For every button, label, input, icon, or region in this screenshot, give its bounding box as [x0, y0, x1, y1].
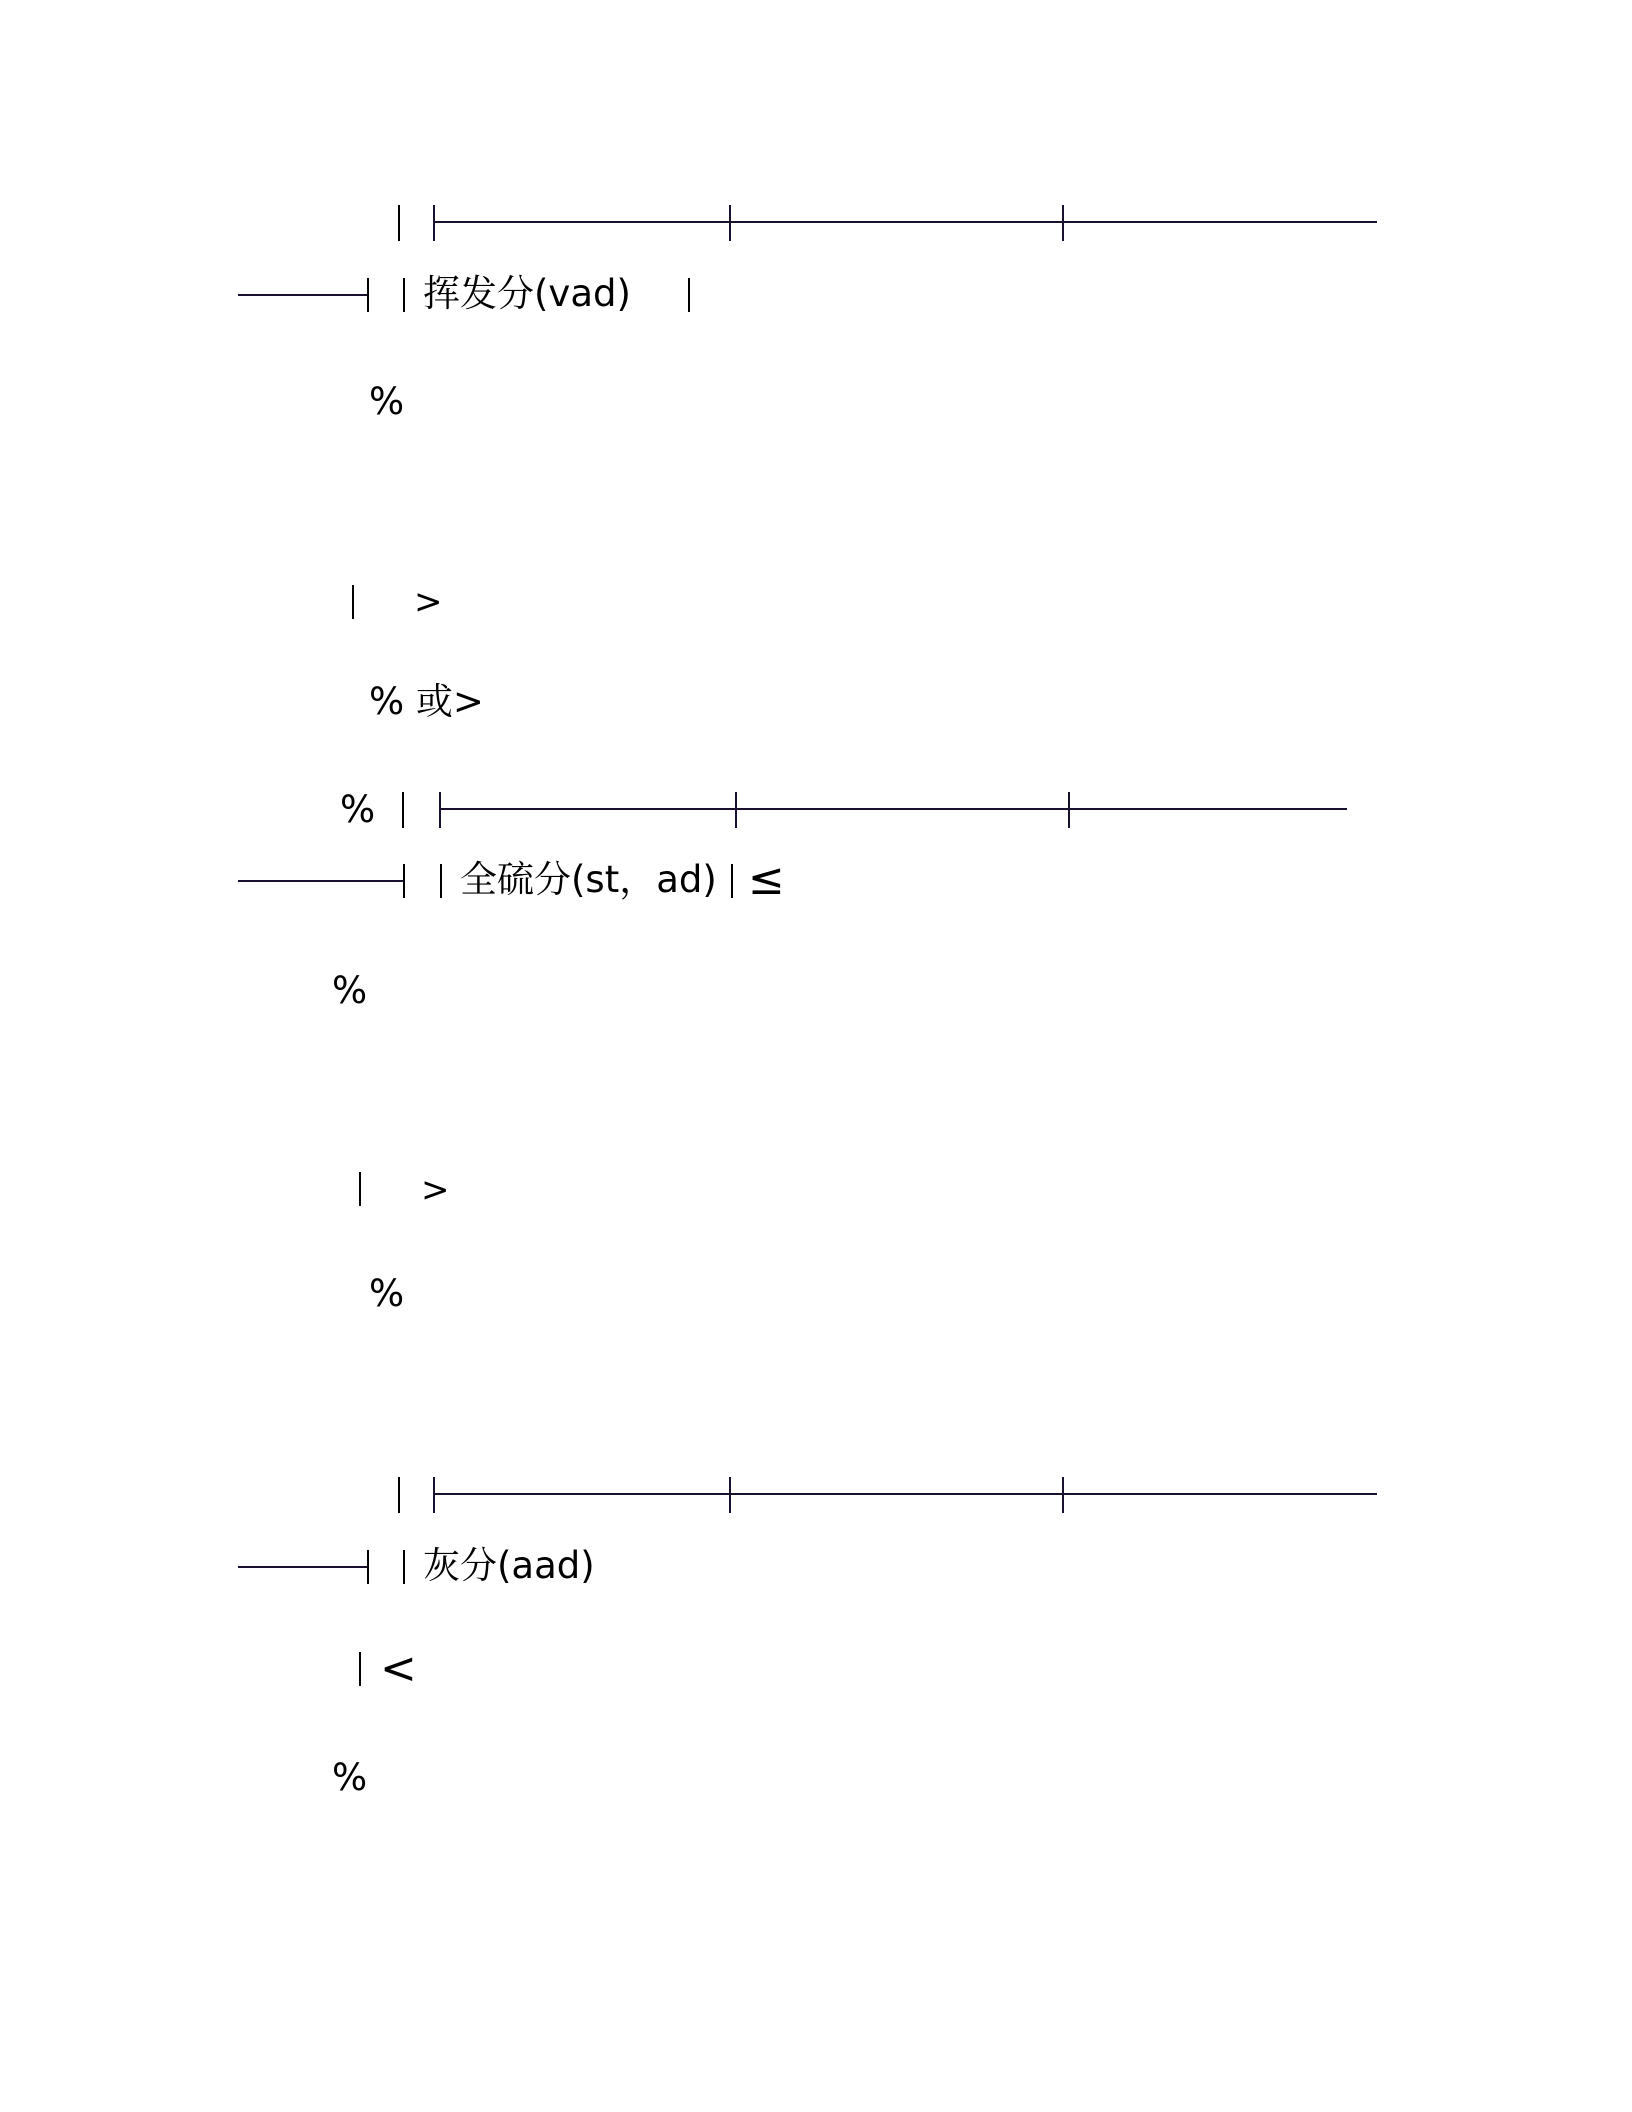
- table-rule: [433, 221, 1377, 223]
- less-equal-symbol: ≤: [748, 854, 785, 905]
- percent-unit: %: [369, 1272, 405, 1315]
- percent-unit: %: [332, 1756, 368, 1799]
- table-border: [433, 205, 435, 241]
- table-border: [367, 1550, 369, 1584]
- table-border: [735, 792, 737, 828]
- ash-label: 灰分(aad): [423, 1544, 595, 1587]
- table-border: [688, 278, 690, 312]
- table-border: [403, 1550, 405, 1584]
- table-border: [1062, 205, 1064, 241]
- table-border: [402, 792, 404, 828]
- volatile-matter-label: 挥发分(vad): [423, 272, 631, 315]
- table-rule: [238, 294, 368, 296]
- table-rule: [238, 1566, 368, 1568]
- table-border: [729, 205, 731, 241]
- percent-unit: %: [369, 380, 405, 423]
- greater-than-symbol: >: [414, 582, 443, 622]
- table-border: [439, 792, 441, 828]
- table-border: [359, 1172, 361, 1206]
- percent-unit: %: [332, 969, 368, 1012]
- table-border: [440, 864, 442, 898]
- total-sulfur-label: 全硫分(st，ad): [460, 858, 717, 901]
- table-border: [729, 1477, 731, 1513]
- table-border: [359, 1652, 361, 1686]
- greater-than-symbol: >: [421, 1170, 450, 1210]
- table-border: [731, 864, 733, 898]
- table-border: [398, 205, 400, 241]
- percent-unit: %: [340, 788, 376, 831]
- table-border: [398, 1477, 400, 1513]
- table-border: [403, 864, 405, 898]
- table-border: [367, 278, 369, 312]
- table-border: [352, 585, 354, 619]
- table-rule: [433, 1493, 1377, 1495]
- table-rule: [439, 808, 1347, 810]
- table-border: [433, 1477, 435, 1513]
- table-border: [1062, 1477, 1064, 1513]
- less-than-symbol: <: [380, 1643, 417, 1694]
- table-border: [1068, 792, 1070, 828]
- table-border: [403, 278, 405, 312]
- table-rule: [238, 880, 404, 882]
- percent-or-greater-text: % 或>: [369, 680, 484, 723]
